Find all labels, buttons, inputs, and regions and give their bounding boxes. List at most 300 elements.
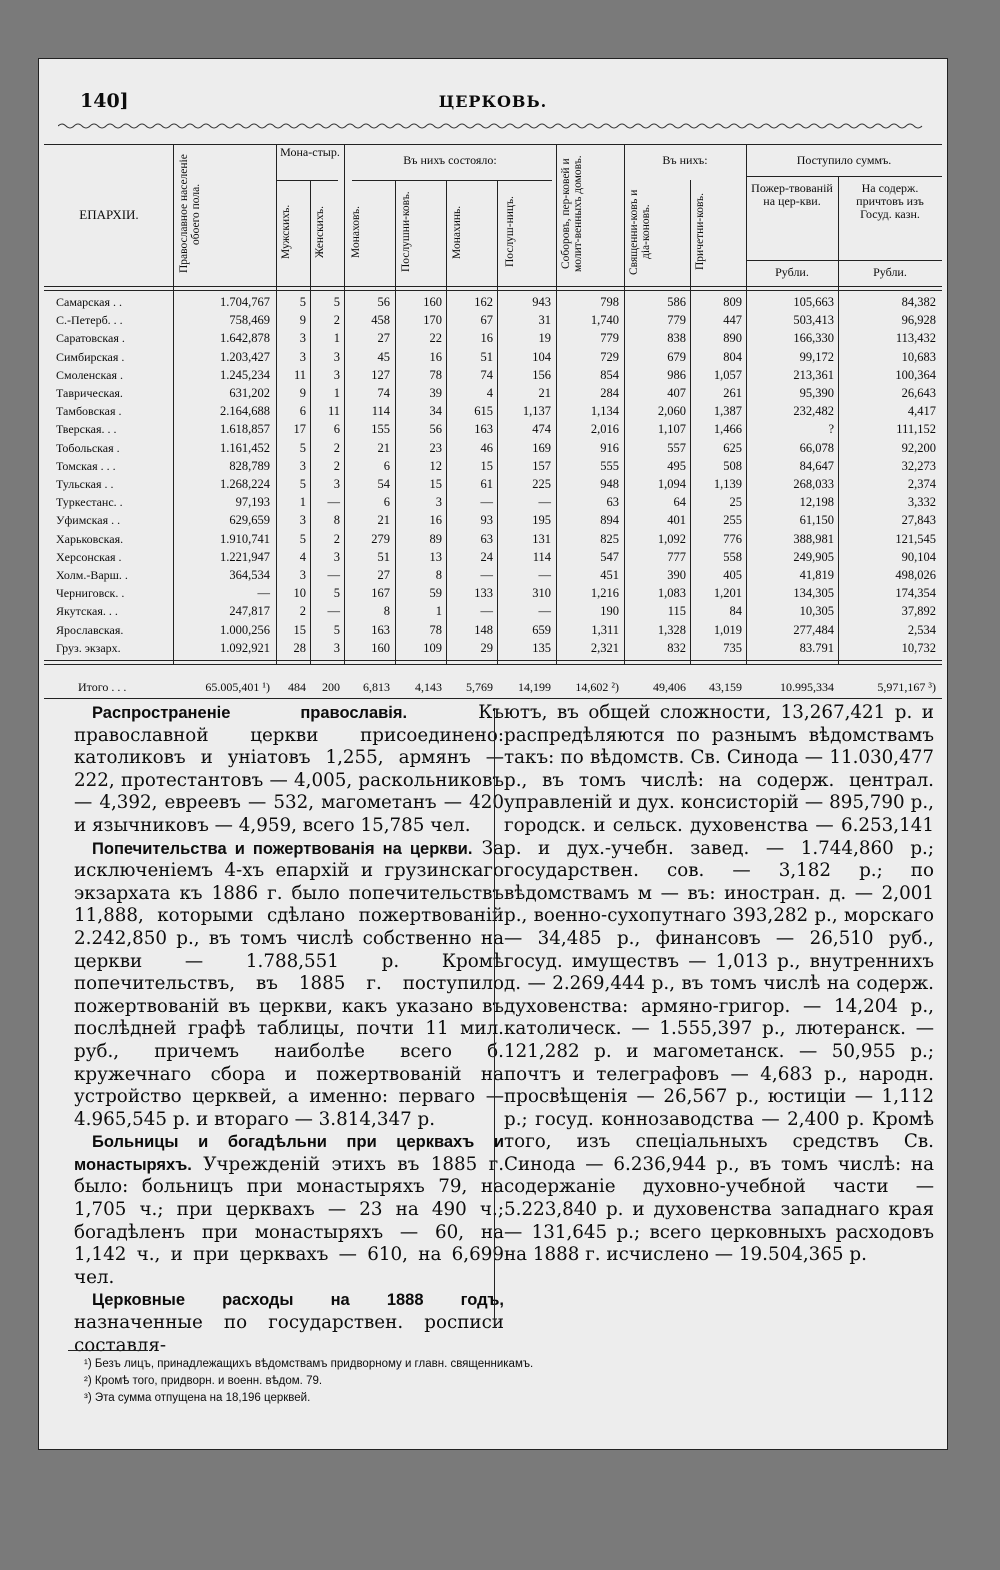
eparchy-name: Тульская . . [56,477,114,491]
table-cell: 100,364 [895,367,936,382]
table-cell: 1,092 [657,531,686,546]
table-cell: 95,390 [799,386,834,400]
table-cell: 104 [532,349,551,364]
footnotes [84,1356,533,1407]
table-row [38,512,948,529]
paragraph-heading: Больницы и богадѣльни при церквахъ и монастыряхъ. [74,1133,504,1174]
table-cell: 160 [371,640,390,655]
column-divider [494,708,495,1328]
table-cell: 279 [371,531,390,546]
table-cell: 109 [423,640,442,655]
paragraph-body: назначенные по государствен. росписи составля- [74,1312,504,1356]
paragraph-body: Къ православной церкви присоединено: католиковъ и уніатовъ 1,255, армянъ — 222, протестантовъ — 4,005, раскольниковъ — 4,392, евреевъ — 532, магометанъ — 420 и язычниковъ — 4,959, всего 15,785 чел. [74,702,505,836]
table-cell: 78 [429,622,442,637]
table-cell: 1.642,878 [220,331,270,346]
table-row [38,349,948,366]
eparchy-name: Якутская. . . [56,604,118,619]
table-cell: 1,387 [713,404,742,419]
table-cell: 5 [333,622,340,637]
table-cell: 1.704,767 [220,295,270,309]
table-cell: 798 [600,295,619,309]
table-cell: — [538,568,551,582]
table-cell: — [538,495,551,510]
totals-cell: 49,406 [653,680,686,694]
table-cell: 407 [667,386,686,400]
table-cell: 51 [377,549,390,564]
table-row [38,312,948,329]
totals-cell: 14,199 [518,680,551,694]
table-cell: 111,152 [896,422,936,437]
table-cell: 157 [532,458,551,473]
table-cell: 45 [377,349,390,364]
table-cell: 679 [667,349,686,364]
table-cell: 12 [429,458,442,473]
table-cell: 27,843 [901,513,936,528]
table-cell: 29 [480,640,493,655]
table-cell: 3,332 [907,495,936,510]
table-cell: 3 [333,477,340,491]
eparchy-name: С.-Петерб. . . [56,313,123,328]
header-rubles-support: Рубли. [873,265,907,279]
table-cell: 777 [667,549,686,564]
table-cell: 155 [371,422,390,437]
table-cell: 2,321 [590,640,619,655]
table-row [38,440,948,457]
table-cell: — [257,586,270,601]
table-cell: 9 [299,313,306,328]
table-cell: 28 [293,640,306,655]
table-cell: 10,683 [901,349,936,364]
table-cell: 133 [474,586,493,601]
table-row [38,622,948,639]
table-cell: 284 [600,386,619,400]
header-clerks: Причетни-ковъ. [694,193,706,271]
table-cell: 1,107 [657,422,686,437]
table-cell: 78 [429,367,442,382]
table-cell: 1,134 [590,404,619,419]
table-cell: 27 [377,331,390,346]
footnote: ¹) Безъ лицъ, принадлежащихъ вѣдомствамъ придворному и главн. священникамъ. [84,1358,534,1370]
table-cell: 162 [474,295,493,309]
table-cell: 779 [667,313,686,328]
table-cell: 2 [333,440,340,455]
eparchy-name: Уфимская . . [56,513,121,528]
table-cell: 5 [333,586,340,601]
totals-cell: 5,769 [466,680,493,694]
table-cell: 854 [600,367,619,382]
table-cell: 156 [532,367,551,382]
totals-cell: 14,602 ²) [575,680,619,694]
table-cell: 828,789 [229,458,270,473]
table-cell: 39 [429,386,442,400]
table-cell: 11 [327,404,340,419]
table-cell: 3 [299,458,306,473]
totals-cell: 484 [288,680,306,694]
table-cell: 64 [673,495,686,510]
eparchy-name: Холм.-Варш. . [56,568,128,582]
table-cell: 508 [723,458,742,473]
table-cell: 2 [333,313,340,328]
table-cell: 232,482 [793,404,834,419]
table-cell: 51 [480,349,493,364]
eparchy-name: Туркестанс. . [56,495,123,510]
table-cell: 163 [371,622,390,637]
table-cell: 474 [532,422,551,437]
table-row [38,367,948,384]
table-cell: 99,172 [799,349,834,364]
table-cell: 2.164,688 [220,404,270,419]
header-priests: Священни-ковъ и діа-коновъ. [628,189,652,275]
table-cell: 83.791 [799,640,834,655]
eparchy-name: Самарская . . [56,295,122,309]
table-cell: 84,382 [901,295,936,309]
table-cell: 3 [333,349,340,364]
table-cell: 114 [371,404,390,419]
table-cell: 943 [532,295,551,309]
eparchy-name: Тамбовская . [56,404,122,419]
table-cell: 6 [299,404,306,419]
table-cell: 6 [383,495,390,510]
table-cell: 169 [532,440,551,455]
table-cell: 255 [723,513,742,528]
table-cell: 135 [532,640,551,655]
table-cell: 498,026 [895,568,936,582]
table-cell: 1.910,741 [220,531,270,546]
paragraph [74,838,504,1132]
table-cell: 105,663 [793,295,834,309]
paragraph-heading: Церковные расходы на 1888 годъ, [92,1291,504,1310]
table-cell: 1,019 [713,622,742,637]
table-cell: 1,057 [713,367,742,382]
table-cell: 1.161,452 [220,440,270,455]
footnote: ³) Эта сумма отпущена на 18,196 церквей. [84,1392,311,1404]
table-cell: 113,432 [895,331,936,346]
table-cell: 1.000,256 [220,622,270,637]
table-cell: 1,139 [713,477,742,491]
table-cell: — [480,604,493,619]
table-cell: 131 [532,531,551,546]
table-cell: 8 [435,568,442,582]
table-cell: 5 [299,477,306,491]
eparchy-table [38,58,948,698]
table-row [38,549,948,566]
table-cell: 1 [435,604,442,619]
table-cell: 779 [600,331,619,346]
eparchy-name: Таврическая. [56,386,123,400]
eparchy-name: Харьковская. [56,531,124,546]
table-cell: 1,740 [590,313,619,328]
header-monasteries: Мона-стыр. [280,145,340,159]
table-cell: 1,466 [713,422,742,437]
table-cell: 277,484 [793,622,834,637]
table-cell: 170 [423,313,442,328]
table-cell: 127 [371,367,390,382]
table-cell: 1,311 [591,622,619,637]
table-cell: 74 [377,386,390,400]
table-cell: 3 [333,640,340,655]
table-cell: 388,981 [793,531,834,546]
table-cell: — [327,495,340,510]
table-cell: ? [828,422,834,437]
table-cell: 247,817 [229,604,270,619]
table-cell: 364,534 [229,568,270,582]
table-cell: 63 [606,495,619,510]
table-row [38,294,948,311]
table-cell: 97,193 [235,495,270,510]
table-cell: 34 [429,404,442,419]
table-cell: 84 [729,604,742,619]
table-cell: 804 [723,349,742,364]
table-cell: 1,083 [657,586,686,601]
table-cell: 268,033 [793,477,834,491]
table-cell: 10 [293,586,306,601]
table-cell: 447 [723,313,742,328]
header-novice-women: Послуш-ницъ. [504,196,516,268]
table-cell: 809 [723,295,742,309]
paragraph [74,1289,504,1357]
eparchy-name: Тобольская . [56,440,120,455]
table-cell: 213,361 [793,367,834,382]
totals-cell: 10.995,334 [780,680,834,694]
table-cell: 16 [480,331,493,346]
table-cell: 8 [333,513,340,528]
table-cell: 894 [600,513,619,528]
table-cell: 6 [333,422,340,437]
table-cell: 1.245,234 [220,367,270,382]
table-row [38,421,948,438]
page-sheet [38,58,948,1450]
table-cell: 5 [299,531,306,546]
table-cell: 74 [480,367,493,382]
table-cell: 2 [299,604,306,619]
table-cell: 16 [429,513,442,528]
table-cell: 547 [600,549,619,564]
table-cell: 23 [429,440,442,455]
table-cell: 16 [429,349,442,364]
table-cell: 11 [293,367,306,382]
table-cell: 13 [429,549,442,564]
table-cell: 1,328 [657,622,686,637]
header-received: Поступило суммъ. [796,153,892,167]
table-cell: 558 [723,549,742,564]
table-cell: 160 [423,295,442,309]
table-cell: 1.221,947 [220,549,270,564]
table-cell: 838 [667,331,686,346]
table-cell: 66,078 [799,440,834,455]
table-cell: 1 [299,495,306,510]
totals-cell: 6,813 [363,680,390,694]
header-donations: Пожер-твованій на цер-кви. [751,181,833,208]
table-cell: 21 [377,513,390,528]
paragraph-body: Учрежденій этихъ въ 1885 г. было: больницъ при монастыряхъ 79, на 1,705 ч.; при церквахъ — 23 на 490 ч.; богадѣленъ при монастыряхъ — 60, на 1,142 ч., и при церквахъ — 610, на 6,699 чел. [74,1153,504,1288]
table-row [38,458,948,475]
table-cell: 15 [429,477,442,491]
table-cell: 555 [600,458,619,473]
table-cell: 46 [480,440,493,455]
table-cell: 986 [667,367,686,382]
table-cell: 84,647 [799,458,834,473]
table-cell: 114 [532,549,551,564]
table-cell: 3 [435,495,442,510]
table-cell: 249,905 [793,549,834,564]
totals-cell: 4,143 [415,680,442,694]
table-cell: 92,200 [901,440,936,455]
table-cell: 5 [333,295,340,309]
table-cell: 3 [299,513,306,528]
table-row [38,603,948,620]
header-monks: Монаховъ. [350,206,362,258]
table-cell: 174,354 [895,586,936,601]
table-cell: 190 [600,604,619,619]
table-cell: 89 [429,531,442,546]
header-eparchy: ЕПАРХІИ. [79,207,139,222]
table-cell: 19 [538,331,551,346]
table-cell: 2,016 [590,422,619,437]
table-cell: 1.618,857 [220,422,270,437]
eparchy-name: Ярославская. [56,622,124,637]
table-cell: 10,732 [901,640,936,655]
table-cell: 3 [333,367,340,382]
table-cell: 15 [293,622,306,637]
table-cell: 56 [429,422,442,437]
table-cell: 1.203,427 [220,349,270,364]
footnote: ²) Кромѣ того, придворн. и военн. вѣдом. 79. [84,1375,323,1387]
table-cell: 625 [723,440,742,455]
eparchy-name: Груз. экзарх. [56,640,121,655]
table-cell: 67 [480,313,493,328]
table-cell: 2 [333,458,340,473]
table-cell: 503,413 [793,313,834,328]
table-cell: 21 [538,386,551,400]
table-cell: 22 [429,331,442,346]
header-churches: Соборовъ, пер-ковей и молит-венныхъ домовъ. [560,155,584,273]
table-cell: 586 [667,295,686,309]
table-row [38,567,948,584]
table-cell: 2,060 [657,404,686,419]
table-cell: 776 [723,531,742,546]
table-cell: 405 [723,568,742,582]
totals-cell: 5,971,167 ³) [877,680,936,694]
table-cell: 1 [333,331,340,346]
table-cell: 15 [480,458,493,473]
table-cell: 96,928 [901,313,936,328]
table-row [38,330,948,347]
table-cell: 12,198 [799,495,834,510]
eparchy-name: Смоленская . [56,367,123,382]
text-column-right [504,702,934,1267]
table-cell: 631,202 [229,386,270,400]
table-cell: 90,104 [901,549,936,564]
table-cell: 495 [667,458,686,473]
table-cell: 825 [600,531,619,546]
header-nuns: Монахинь. [451,205,463,259]
table-row [38,494,948,511]
table-cell: 4,417 [907,404,936,419]
table-cell: 32,273 [901,458,936,473]
totals-label: Итого . . . [78,680,127,694]
table-cell: 557 [667,440,686,455]
table-row [38,403,948,420]
totals-cell: 65.005,401 ¹) [205,680,270,694]
table-cell: 3 [299,568,306,582]
table-cell: 758,469 [229,313,270,328]
table-cell: 2,374 [907,477,936,491]
page-title: ЦЕРКОВЬ. [438,92,548,111]
header-rubles-donations: Рубли. [775,265,809,279]
totals-cell: 200 [322,680,340,694]
table-cell: 27 [377,568,390,582]
table-cell: 261 [723,386,742,400]
table-cell: — [327,604,340,619]
table-cell: 41,819 [799,568,834,582]
table-cell: 5 [299,440,306,455]
table-cell: 121,545 [895,531,936,546]
table-cell: 4 [299,549,306,564]
table-cell: 37,892 [901,604,936,619]
table-cell: — [480,495,493,510]
table-cell: 115 [667,604,686,619]
table-row [38,640,948,657]
table-cell: 2,534 [907,622,936,637]
page-number: 140] [80,90,129,112]
table-cell: 659 [532,622,551,637]
table-cell: 3 [299,349,306,364]
table-cell: 163 [474,422,493,437]
totals-row [38,678,948,698]
table-cell: 615 [474,404,493,419]
table-cell: 3 [333,549,340,564]
header-population: Православное населеніе обоего пола. [178,154,202,274]
table-cell: — [480,568,493,582]
table-cell: 59 [429,586,442,601]
table-cell: 166,330 [793,331,834,346]
eparchy-name: Херсонская . [56,549,122,564]
table-cell: 916 [600,440,619,455]
table-cell: 1,216 [590,586,619,601]
table-cell: 2 [333,531,340,546]
table-cell: 56 [377,295,390,309]
table-cell: 3 [299,331,306,346]
paragraph [74,1131,504,1289]
table-cell: 134,305 [793,586,834,601]
table-cell: 451 [600,568,619,582]
table-row [38,531,948,548]
table-cell: 735 [723,640,742,655]
table-cell: 458 [371,313,390,328]
header-consisted: Въ нихъ состояло: [403,153,497,167]
header-novices: Послушни-ковъ. [400,191,412,273]
eparchy-name: Тверская. . . [56,422,117,437]
table-cell: 390 [667,568,686,582]
table-cell: 63 [480,531,493,546]
table-cell: 8 [383,604,390,619]
table-cell: 948 [600,477,619,491]
table-cell: 1.268,224 [220,477,270,491]
table-cell: 148 [474,622,493,637]
header-male-monasteries: Мужскихъ. [280,204,292,260]
table-cell: 1.092,921 [220,640,270,655]
footnote-rule [68,1350,148,1351]
table-cell: 26,643 [901,386,936,400]
table-cell: 1 [333,386,340,400]
table-cell: 195 [532,513,551,528]
table-cell: 61 [480,477,493,491]
table-cell: 890 [723,331,742,346]
paragraph [74,702,504,838]
paragraph-body: За исключеніемъ 4-хъ епархій и грузинскаго экзархата къ 1886 г. было попечительствъ 11,888, которыми сдѣлано пожертвованій 2.242,850 р., въ томъ числѣ собственно на церкви — 1.788,551 р. Кромѣ попечительствъ, въ 1885 г. поступило пожертвованій въ церкви, какъ указано въ послѣдней графѣ таблицы, почти 11 мил. руб., причемъ наиболѣе всего б. кружечнаго сбора и пожертвованій на устройство церквей, а именно: перваго — 4.965,545 р. и втораго — 3.814,347 р. [74,837,505,1130]
table-cell: 1,201 [713,586,742,601]
text-column-left [74,702,504,1357]
